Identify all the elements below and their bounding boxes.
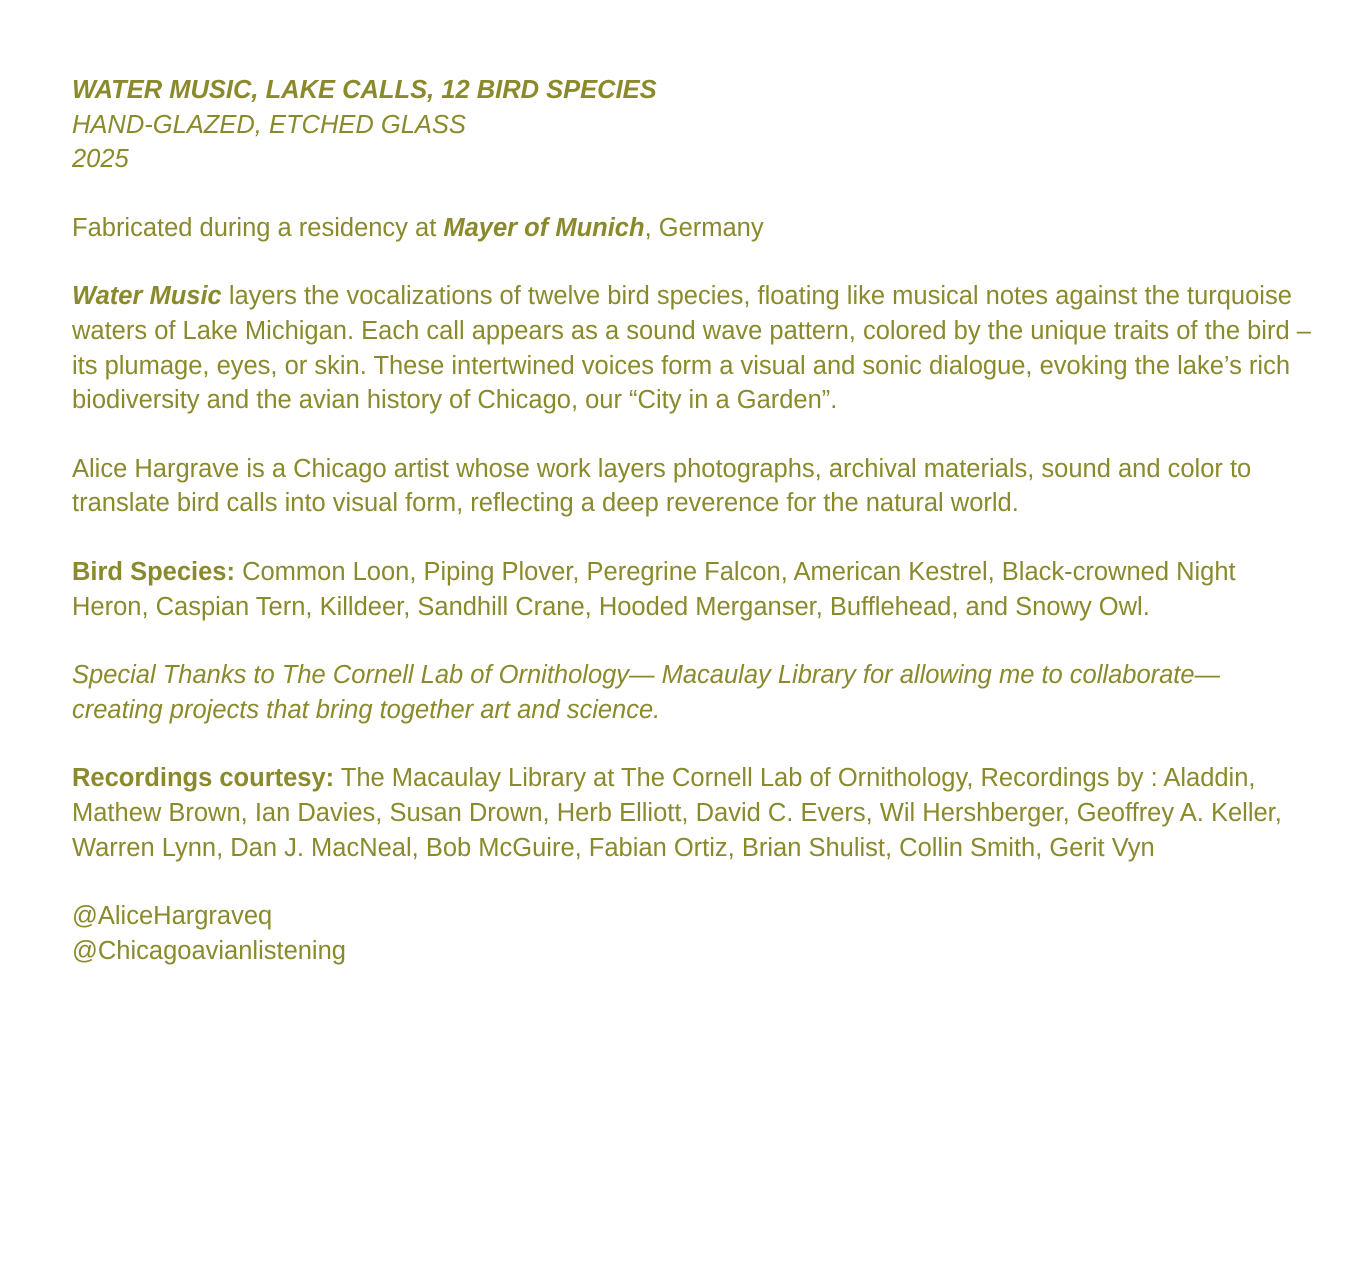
- handle-artist[interactable]: @AliceHargraveq: [72, 902, 273, 931]
- handle-project[interactable]: @Chicagoavianlistening: [72, 936, 346, 965]
- artwork-medium: HAND-GLAZED, ETCHED GLASS: [72, 110, 466, 139]
- artist-bio: Alice Hargrave is a Chicago artist whose work layers photographs, archival materials, sound and color to translate bird calls into visual form, reflecting a deep reverence for the natural world.: [72, 454, 1252, 518]
- special-thanks: Special Thanks to The Cornell Lab of Ornithology— Macaulay Library for allowing me to collaborate— creating projects that bring together art and science.: [72, 661, 1221, 724]
- recordings-text: The Macaulay Library at The Cornell Lab of Ornithology, Recordings by : Aladdin, Mathew Brown, Ian Davies, Susan Drown, Herb Elliott, David C. Evers, Wil Hershberger, Geoffrey A. Keller, Warren Lynn, Dan J. MacNeal, Bob McGuire, Fabian Ortiz, Brian Shulist, Collin Smith, Gerit Vyn: [72, 764, 1282, 862]
- artwork-title: WATER MUSIC, LAKE CALLS, 12 BIRD SPECIES: [72, 76, 657, 104]
- wall-label: [72, 73, 1312, 968]
- description-lead: Water Music: [72, 282, 222, 311]
- description-body: layers the vocalizations of twelve bird species, floating like musical notes against the turquoise waters of Lake Michigan. Each call appears as a sound wave pattern, colored by the unique traits of the bird – its plumage, eyes, or skin. These intertwined voices form a visual and sonic dialogue, evoking the lake’s rich biodiversity and the avian history of Chicago, our “City in a Garden”.: [72, 282, 1311, 415]
- species-list: Common Loon, Piping Plover, Peregrine Falcon, American Kestrel, Black-crowned Night Heron, Caspian Tern, Killdeer, Sandhill Crane, Hooded Merganser, Bufflehead, and Snowy Owl.: [72, 557, 1236, 621]
- studio-name: Mayer of Munich: [443, 213, 645, 242]
- social-handles: [72, 899, 1312, 968]
- recordings-label: Recordings courtesy:: [72, 764, 335, 793]
- recordings-credit: [72, 761, 1312, 865]
- bird-species: [72, 555, 1312, 624]
- fabrication-note: [72, 211, 1312, 246]
- fabrication-location: , Germany: [644, 213, 764, 242]
- artwork-year: 2025: [72, 145, 129, 174]
- artwork-heading: [72, 73, 1312, 177]
- artwork-description: [72, 279, 1312, 417]
- fabrication-text: Fabricated during a residency at: [72, 213, 444, 242]
- species-label: Bird Species:: [72, 557, 235, 586]
